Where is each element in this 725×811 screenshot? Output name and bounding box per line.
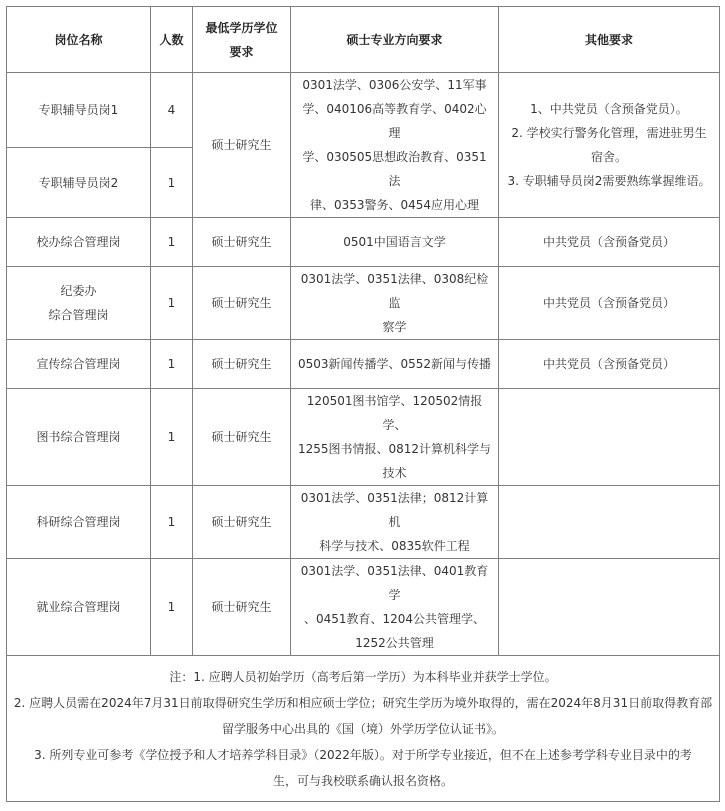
count-cell: 1	[151, 559, 193, 656]
count-cell: 1	[151, 218, 193, 267]
table-row	[7, 73, 720, 148]
major-cell	[291, 486, 499, 559]
count-cell: 1	[151, 267, 193, 340]
header-other: 其他要求	[499, 7, 720, 73]
table-row	[7, 559, 720, 656]
other-line: 宿舍。	[590, 150, 627, 164]
major-line: 1255图书情报、0812计算机科学与	[297, 442, 492, 456]
major-line: 察学	[382, 320, 407, 334]
header-education-line2: 要求	[229, 44, 254, 59]
note-line: 生，可与我校联系确认报名资格。	[272, 773, 453, 788]
position-cell: 图书综合管理岗	[7, 389, 151, 486]
major-line: 120501图书馆学、120502情报学、	[306, 394, 483, 432]
major-line: 0301法学、0351法律、0401教育学	[300, 564, 489, 602]
other-line: 1、中共党员（含预备党员）。	[530, 102, 688, 116]
notes-row	[7, 656, 720, 802]
other-cell	[499, 73, 720, 218]
header-count: 人数	[151, 7, 193, 73]
other-cell: 中共党员（含预备党员）	[499, 218, 720, 267]
position-cell: 专职辅导员岗2	[7, 148, 151, 218]
note-line: 留学服务中心出具的《国（境）外学历学位认证书》。	[221, 721, 504, 736]
major-line: 学、040106高等教育学、0402心理	[302, 102, 487, 140]
other-cell	[499, 486, 720, 559]
major-line: 0301法学、0351法律；0812计算机	[300, 491, 489, 529]
major-cell	[291, 389, 499, 486]
education-cell: 硕士研究生	[193, 218, 291, 267]
education-cell: 硕士研究生	[193, 559, 291, 656]
major-line: 1252公共管理	[355, 636, 434, 650]
header-education-line1: 最低学历学位	[205, 20, 278, 35]
major-line: 科学与技术、0835软件工程	[319, 539, 470, 553]
position-cell: 科研综合管理岗	[7, 486, 151, 559]
note-line: 注：1. 应聘人员初始学历（高考后第一学历）为本科毕业并获学士学位。	[169, 669, 557, 684]
count-cell: 4	[151, 73, 193, 148]
header-education	[193, 7, 291, 73]
education-cell: 硕士研究生	[193, 389, 291, 486]
table-row	[7, 389, 720, 486]
education-cell: 硕士研究生	[193, 340, 291, 389]
education-cell: 硕士研究生	[193, 486, 291, 559]
position-cell: 就业综合管理岗	[7, 559, 151, 656]
note-line: 3. 所列专业可参考《学位授予和人才培养学科目录》（2022年版）。对于所学专业接近，但不在上述参考学科专业目录中的考	[34, 747, 692, 762]
major-line: 学、030505思想政治教育、0351法	[302, 150, 487, 188]
education-cell: 硕士研究生	[193, 267, 291, 340]
count-cell: 1	[151, 340, 193, 389]
major-line: 律、0353警务、0454应用心理	[309, 198, 480, 212]
table-row	[7, 486, 720, 559]
major-cell	[291, 73, 499, 218]
major-cell: 0501中国语言文学	[291, 218, 499, 267]
table-row	[7, 218, 720, 267]
major-line: 、0451教育、1204公共管理学、	[303, 612, 486, 626]
other-cell: 中共党员（含预备党员）	[499, 267, 720, 340]
count-cell: 1	[151, 486, 193, 559]
position-cell: 校办综合管理岗	[7, 218, 151, 267]
position-line: 综合管理岗	[48, 308, 109, 322]
position-cell: 专职辅导员岗1	[7, 73, 151, 148]
position-line: 纪委办	[60, 284, 97, 298]
other-line: 3. 专职辅导员岗2需要熟练掌握维语。	[507, 174, 711, 188]
header-row	[7, 7, 720, 73]
other-cell: 中共党员（含预备党员）	[499, 340, 720, 389]
recruitment-table	[6, 6, 720, 802]
notes-cell	[7, 656, 720, 802]
other-cell	[499, 559, 720, 656]
header-position: 岗位名称	[7, 7, 151, 73]
count-cell: 1	[151, 389, 193, 486]
major-cell	[291, 559, 499, 656]
count-cell: 1	[151, 148, 193, 218]
major-line: 0301法学、0351法律、0308纪检监	[300, 272, 489, 310]
table-row	[7, 340, 720, 389]
major-line: 0301法学、0306公安学、11军事	[302, 78, 487, 92]
table-row	[7, 267, 720, 340]
header-major: 硕士专业方向要求	[291, 7, 499, 73]
major-cell	[291, 267, 499, 340]
other-cell	[499, 389, 720, 486]
other-line: 2. 学校实行警务化管理，需进驻男生	[511, 126, 707, 140]
position-cell	[7, 267, 151, 340]
note-line: 2. 应聘人员需在2024年7月31日前取得研究生学历和相应硕士学位；研究生学历为境外取得的，需在2024年8月31日前取得教育部	[13, 695, 713, 710]
education-cell: 硕士研究生	[193, 73, 291, 218]
major-cell: 0503新闻传播学、0552新闻与传播	[291, 340, 499, 389]
position-cell: 宣传综合管理岗	[7, 340, 151, 389]
major-line: 技术	[382, 466, 407, 480]
